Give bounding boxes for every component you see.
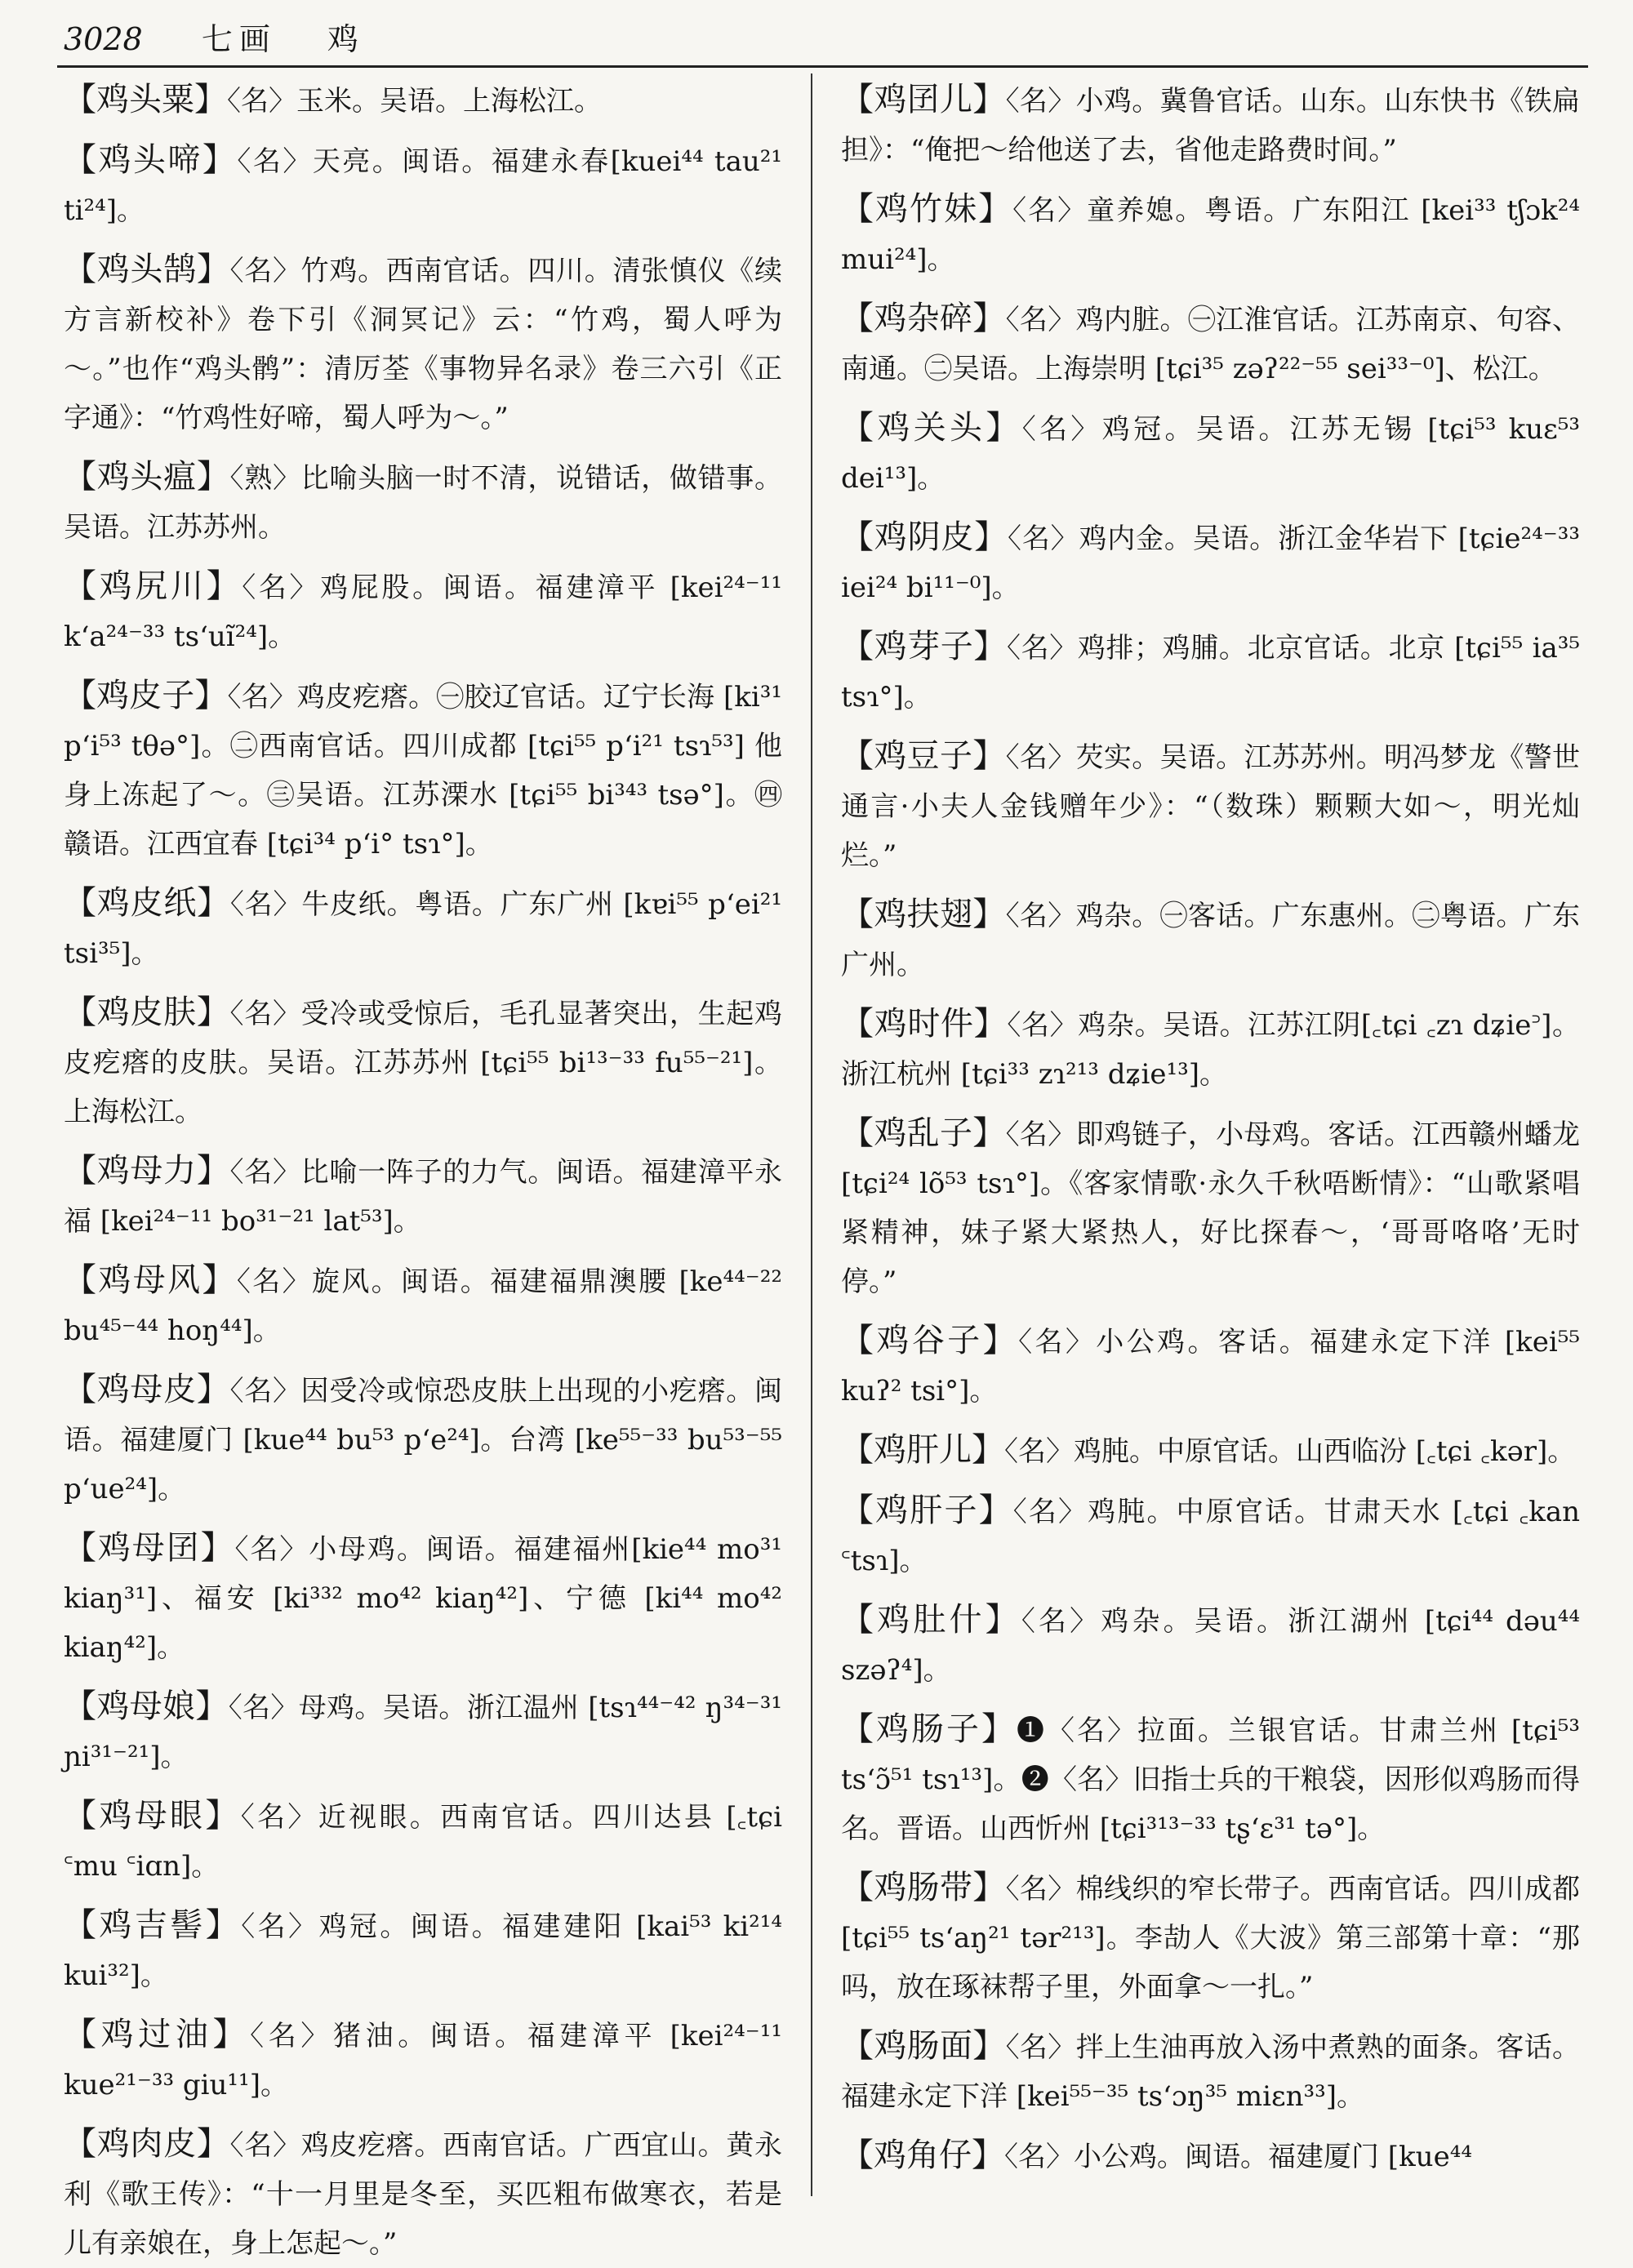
- entry-definition: 〈名〉牛皮纸。粤语。广东广州 [kɐi⁵⁵ p‘ei²¹ tsi³⁵]。: [64, 888, 783, 970]
- dictionary-entry: [64, 245, 782, 442]
- entry-definition: 〈名〉芡实。吴语。江苏苏州。明冯梦龙《警世通言·小夫人金钱赠年少》：“（数珠）颗颗大如～，明光灿烂。”: [841, 741, 1581, 872]
- entry-definition: 〈名〉母鸡。吴语。浙江温州 [tsɿ⁴⁴⁻⁴² ŋ³⁴⁻³¹ ɲi³¹⁻²¹]。: [64, 1692, 782, 1773]
- dictionary-entry: [841, 732, 1580, 880]
- entry-definition: 〈名〉猪油。闽语。福建漳平 [kei²⁴⁻¹¹ kue²¹⁻³³ giu¹¹]。: [64, 2020, 782, 2101]
- entry-definition: 〈名〉小公鸡。客话。福建永定下洋 [kei⁵⁵ kuʔ² tsi°]。: [841, 1326, 1580, 1407]
- entry-definition: 〈名〉竹鸡。西南官话。四川。清张慎仪《续方言新校补》卷下引《洞冥记》云：“竹鸡，蜀人呼为～。”也作“鸡头鹘”：清厉荃《事物异名录》卷三六引《正字通》：“竹鸡性好啼，蜀人呼为～。”: [64, 255, 783, 434]
- entry-headword: 【鸡皮子】: [64, 677, 228, 714]
- entry-headword: 【鸡时件】: [841, 1005, 1008, 1043]
- entry-definition: 〈名〉鸡冠。吴语。江苏无锡 [tɕi⁵³ kuɛ⁵³ dei¹³]。: [841, 413, 1581, 495]
- dictionary-entry: [64, 562, 782, 661]
- entry-definition: 〈名〉受冷或受惊后，毛孔显著突出，生起鸡皮疙瘩的皮肤。吴语。江苏苏州 [tɕi⁵⁵ bi¹³⁻³³ fu⁵⁵⁻²¹]。上海松江。: [64, 998, 783, 1128]
- entry-headword: 【鸡过油】: [64, 2016, 251, 2053]
- entry-definition: 〈名〉小鸡。冀鲁官话。山东。山东快书《铁扁担》：“俺把～给他送了去，省他走路费时间。”: [841, 85, 1581, 167]
- entry-definition: 〈名〉鸡排；鸡脯。北京官话。北京 [tɕi⁵⁵ ia³⁵ tsɿ°]。: [841, 632, 1581, 714]
- entry-definition: 〈名〉鸡杂。吴语。江苏江阴[꜀tɕi ꜀zɿ dʑie꜄]。浙江杭州 [tɕi³³ zɿ²¹³ dʑie¹³]。: [841, 1009, 1581, 1091]
- dictionary-entry: [841, 999, 1580, 1099]
- dictionary-entry: [841, 75, 1580, 175]
- entry-headword: 【鸡竹妹】: [841, 190, 1013, 228]
- dictionary-entry: [841, 2021, 1580, 2121]
- entry-definition: 〈名〉玉米。吴语。上海松江。: [227, 85, 602, 118]
- entry-definition: 〈名〉拌上生油再放入汤中煮熟的面条。客话。福建永定下洋 [kei⁵⁵⁻³⁵ ts‘ɔŋ³⁵ miɛn³³]。: [841, 2031, 1581, 2113]
- entry-definition: ❶〈名〉拉面。兰银官话。甘肃兰州 [tɕi⁵³ ts‘ɔ̃⁵¹ tsɿ¹³]。❷〈名〉旧指士兵的干粮袋，因形似鸡肠而得名。晋语。山西忻州 [tɕi³¹³⁻³³ tʂ‘ɛ³¹ tə°]。: [841, 1714, 1581, 1845]
- entry-headword: 【鸡杂碎】: [841, 300, 1006, 337]
- entry-definition: 〈名〉鸡皮疙瘩。西南官话。广西宜山。黄永利《歌王传》：“十一月里是冬至，买匹粗布做寒衣，若是儿有亲娘在，身上怎起～。”: [64, 2129, 783, 2260]
- entry-definition: 〈名〉鸡杂。㊀客话。广东惠州。㊁粤语。广东广州。: [841, 900, 1581, 981]
- dictionary-entry: [841, 890, 1580, 989]
- entry-headword: 【鸡肠带】: [841, 1869, 1006, 1906]
- entry-definition: 〈名〉近视眼。西南官话。四川达县 [꜀tɕi ꜂mu ꜂iɑn]。: [64, 1801, 783, 1883]
- page-number: 3028: [64, 21, 143, 57]
- entry-headword: 【鸡母娘】: [64, 1688, 229, 1725]
- entry-headword: 【鸡肠子】: [841, 1710, 1017, 1748]
- dictionary-entry: [64, 1146, 782, 1246]
- entry-definition: 〈名〉旋风。闽语。福建福鼎澳腰 [ke⁴⁴⁻²² bu⁴⁵⁻⁴⁴ hoŋ⁴⁴]。: [64, 1265, 782, 1347]
- entry-headword: 【鸡母皮】: [64, 1371, 230, 1408]
- entry-definition: 〈名〉天亮。闽语。福建永春[kuei⁴⁴ tau²¹ ti²⁴]。: [64, 145, 782, 227]
- entry-definition: 〈名〉比喻一阵子的力气。闽语。福建漳平永福 [kei²⁴⁻¹¹ bo³¹⁻²¹ lat⁵³]。: [64, 1156, 783, 1238]
- entry-definition: 〈名〉鸡杂。吴语。浙江湖州 [tɕi⁴⁴ dəu⁴⁴ szəʔ⁴]。: [841, 1605, 1580, 1687]
- entry-headword: 【鸡头瘟】: [64, 458, 230, 496]
- entry-definition: 〈名〉鸡皮疙瘩。㊀胶辽官话。辽宁长海 [ki³¹ p‘i⁵³ tθə°]。㊁西南官话。四川成都 [tɕi⁵⁵ p‘i²¹ tsɿ⁵³] 他身上冻起了～。㊂吴语。江苏溧水 [tɕi⁵⁵ bi³⁴³ tsə°]。㊃赣语。江西宜春 [tɕi³⁴ p‘i° tsɿ°]。: [64, 681, 783, 861]
- column-divider: [811, 73, 812, 2196]
- entry-headword: 【鸡乱子】: [841, 1114, 1006, 1152]
- entry-headword: 【鸡肚什】: [841, 1601, 1021, 1639]
- dictionary-entry: [64, 1682, 782, 1781]
- entry-definition: 〈名〉鸡内金。吴语。浙江金华岩下 [tɕie²⁴⁻³³ iei²⁴ bi¹¹⁻⁰]。: [841, 523, 1580, 604]
- dictionary-entry: [64, 136, 782, 235]
- dictionary-entry: [841, 1316, 1580, 1416]
- entry-definition: 〈名〉鸡肫。中原官话。山西临汾 [꜀tɕi ꜀kər]。: [1004, 1435, 1576, 1468]
- dictionary-entry: [841, 622, 1580, 722]
- entry-definition: 〈名〉棉线织的窄长带子。西南官话。四川成都 [tɕi⁵⁵ ts‘aŋ²¹ tər²¹³]。李劼人《大波》第三部第十章：“那吗，放在琢袜帮子里，外面拿～一扎。”: [841, 1873, 1581, 2003]
- entry-headword: 【鸡肉皮】: [64, 2125, 230, 2163]
- entry-headword: 【鸡囝儿】: [841, 81, 1006, 118]
- entry-definition: 〈名〉鸡肫。中原官话。甘肃天水 [꜀tɕi ꜀kan ꜂tsɿ]。: [841, 1496, 1581, 1577]
- dictionary-entry: [841, 1425, 1580, 1476]
- entry-headword: 【鸡尻川】: [64, 567, 243, 605]
- entry-headword: 【鸡母风】: [64, 1261, 237, 1299]
- dictionary-entry: [64, 1365, 782, 1514]
- dictionary-entry: [64, 75, 782, 126]
- dictionary-entry: [841, 513, 1580, 612]
- dictionary-entry: [841, 294, 1580, 394]
- entry-headword: 【鸡扶翅】: [841, 896, 1006, 933]
- entry-definition: 〈名〉小母鸡。闽语。福建福州[kie⁴⁴ mo³¹ kiaŋ³¹]、福安 [ki³³² mo⁴² kiaŋ⁴²]、宁德 [ki⁴⁴ mo⁴² kiaŋ⁴²]。: [64, 1533, 782, 1664]
- entry-headword: 【鸡芽子】: [841, 628, 1008, 665]
- dictionary-entry: [64, 1791, 782, 1891]
- entry-headword: 【鸡母囝】: [64, 1529, 235, 1567]
- entry-definition: 〈名〉鸡内脏。㊀江淮官话。江苏南京、句容、南通。㊁吴语。上海崇明 [tɕi³⁵ zəʔ²²⁻⁵⁵ sei³³⁻⁰]、松江。: [841, 304, 1581, 385]
- dictionary-entry: [64, 2119, 782, 2268]
- header-rule: [57, 65, 1588, 68]
- entry-definition: 〈熟〉比喻头脑一时不清，说错话，做错事。吴语。江苏苏州。: [64, 462, 783, 544]
- entry-definition: 〈名〉鸡冠。闽语。福建建阳 [kai⁵³ ki²¹⁴ kui³²]。: [64, 1910, 782, 1992]
- entry-headword: 【鸡皮肤】: [64, 994, 230, 1031]
- entry-headword: 【鸡关头】: [841, 409, 1022, 447]
- dictionary-entry: [64, 878, 782, 978]
- radical-label: 鸡: [327, 21, 358, 57]
- entry-headword: 【鸡阴皮】: [841, 518, 1008, 556]
- dictionary-entry: [64, 1256, 782, 1355]
- entry-headword: 【鸡吉髻】: [64, 1906, 242, 1944]
- dictionary-entry: [64, 2010, 782, 2110]
- entry-definition: 〈名〉即鸡链子，小母鸡。客话。江西赣州蟠龙 [tɕi²⁴ lõ⁵³ tsɿ°]。《客家情歌·永久千秋唔断情》：“山歌紧唱紧精神，妹子紧大紧热人，好比探春～，‘哥哥咯咯’无时停。”: [841, 1118, 1581, 1298]
- dictionary-entry: [64, 1523, 782, 1672]
- right-column: [841, 75, 1580, 2198]
- entry-headword: 【鸡角仔】: [841, 2137, 1004, 2174]
- entry-headword: 【鸡母力】: [64, 1152, 230, 1190]
- entry-headword: 【鸡母眼】: [64, 1797, 241, 1834]
- section-label: 七画: [201, 21, 277, 57]
- page-header: [64, 18, 1582, 60]
- left-column: [64, 75, 783, 2260]
- entry-headword: 【鸡豆子】: [841, 737, 1006, 775]
- dictionary-entry: [841, 1109, 1580, 1306]
- entry-headword: 【鸡肠面】: [841, 2027, 1006, 2065]
- dictionary-entry: [64, 1901, 782, 2000]
- dictionary-entry: [841, 1863, 1580, 2012]
- dictionary-entry: [841, 403, 1580, 503]
- entry-headword: 【鸡头鹄】: [64, 251, 230, 288]
- entry-headword: 【鸡皮纸】: [64, 884, 230, 922]
- entry-headword: 【鸡谷子】: [841, 1322, 1019, 1359]
- entry-definition: 〈名〉小公鸡。闽语。福建厦门 [kue⁴⁴: [1004, 2141, 1472, 2173]
- entry-definition: 〈名〉鸡屁股。闽语。福建漳平 [kei²⁴⁻¹¹ k‘a²⁴⁻³³ ts‘uĩ²⁴]。: [64, 571, 782, 653]
- entry-definition: 〈名〉因受冷或惊恐皮肤上出现的小疙瘩。闽语。福建厦门 [kue⁴⁴ bu⁵³ p‘e²⁴]。台湾 [ke⁵⁵⁻³³ bu⁵³⁻⁵⁵ p‘ue²⁴]。: [64, 1375, 783, 1505]
- dictionary-entry: [64, 671, 782, 869]
- entry-headword: 【鸡肝子】: [841, 1492, 1013, 1529]
- entry-definition: 〈名〉童养媳。粤语。广东阳江 [kei³³ tʃɔk²⁴ mui²⁴]。: [841, 194, 1580, 276]
- dictionary-entry: [64, 988, 782, 1136]
- dictionary-entry: [64, 452, 782, 552]
- entry-headword: 【鸡头啼】: [64, 141, 238, 179]
- entry-headword: 【鸡肝儿】: [841, 1431, 1004, 1469]
- dictionary-entry: [841, 2131, 1580, 2181]
- entry-headword: 【鸡头粟】: [64, 81, 227, 118]
- dictionary-entry: [841, 1595, 1580, 1695]
- dictionary-entry: [841, 1486, 1580, 1585]
- dictionary-entry: [841, 1705, 1580, 1853]
- dictionary-entry: [841, 185, 1580, 284]
